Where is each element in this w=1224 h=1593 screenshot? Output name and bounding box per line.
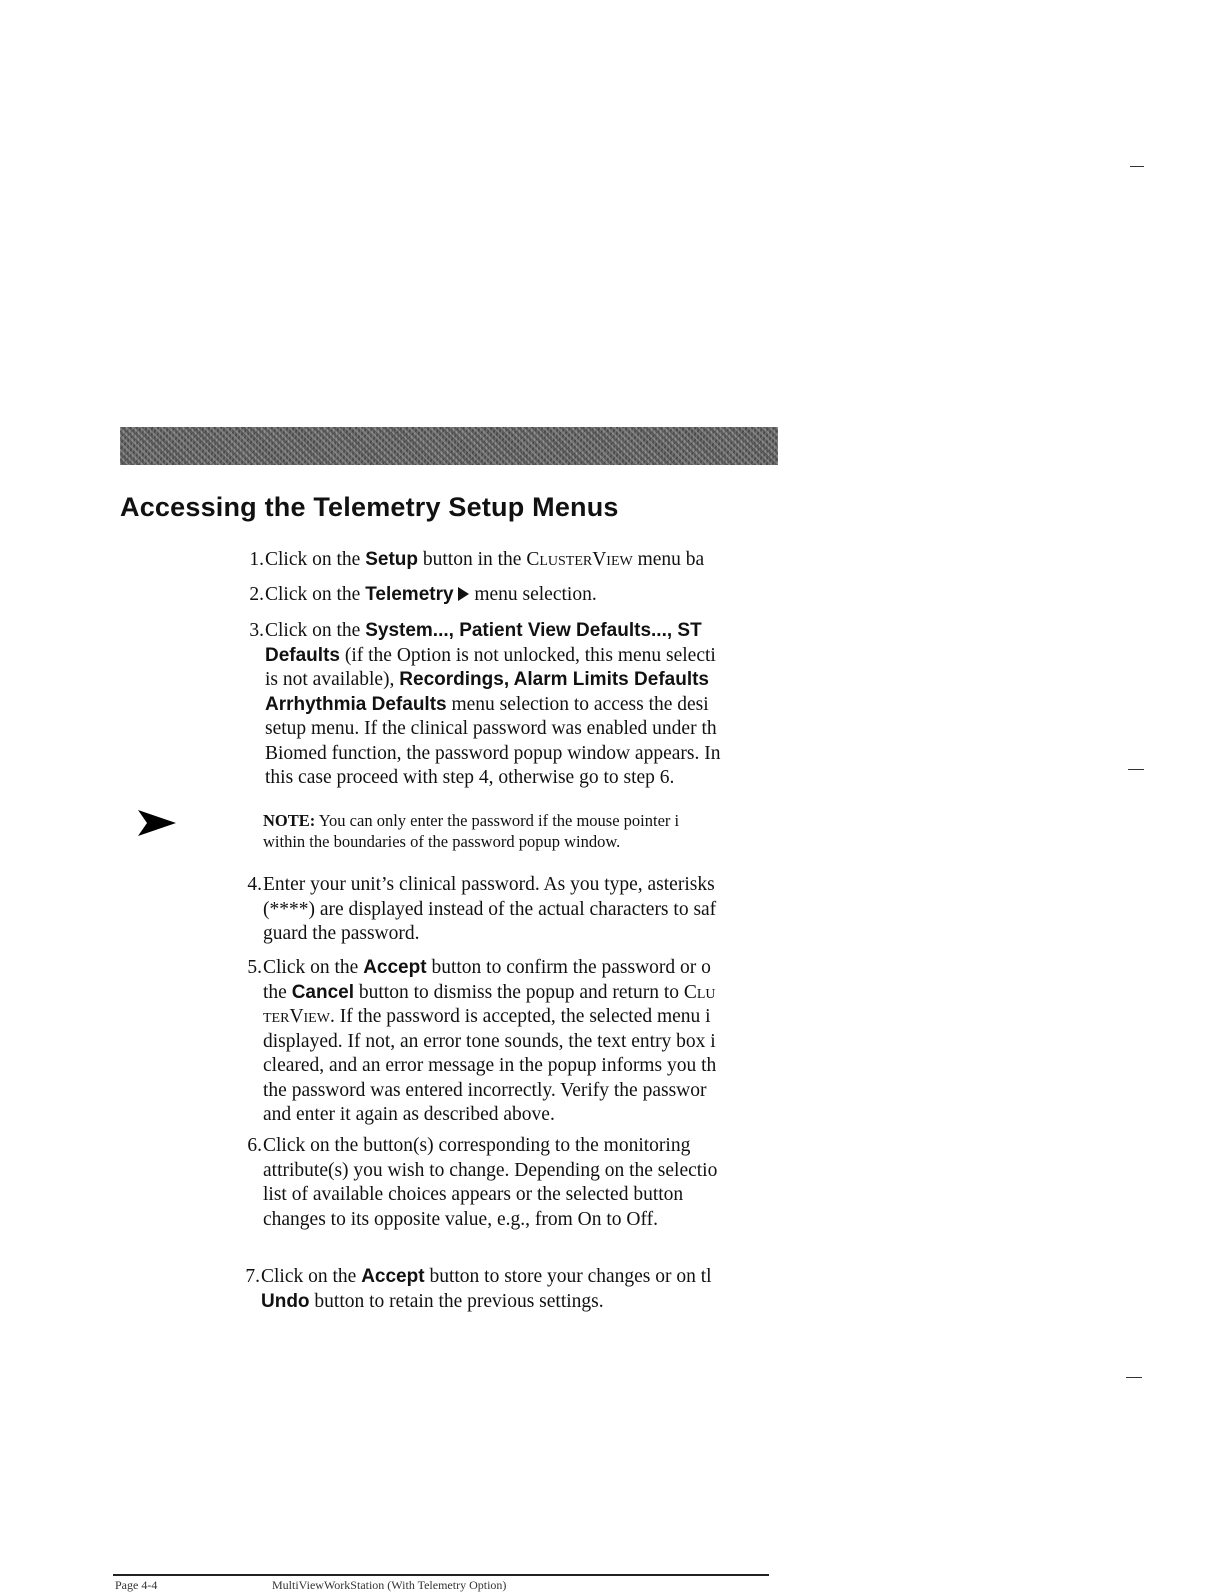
- step-text-run: button to store your changes or on tl: [424, 1266, 712, 1287]
- step-text-run: button to retain the previous settings.: [309, 1290, 604, 1312]
- step-text: [265, 619, 825, 791]
- step-text: [263, 1134, 823, 1232]
- step-text-run: cleared, and an error message in the popup informs you th: [263, 1055, 717, 1076]
- step-line: [263, 1159, 823, 1184]
- step-text-run: changes to its opposite value, e.g., from On to Off.: [263, 1208, 658, 1230]
- step-line: [265, 668, 825, 693]
- ui-term: Setup: [365, 549, 418, 570]
- ui-term: Telemetry: [365, 584, 454, 605]
- step-text-run: list of available choices appears or the selected button: [263, 1184, 684, 1205]
- step-text-run: (****) are displayed instead of the actual characters to saf: [263, 898, 717, 920]
- step-line: [261, 1290, 821, 1315]
- step-text-run: Click on the: [261, 1266, 362, 1287]
- step-line: [265, 742, 825, 767]
- step-text-run: Click on the: [265, 584, 366, 605]
- step-line: [265, 583, 825, 608]
- step-text: [261, 1265, 821, 1314]
- step-text: [263, 956, 823, 1128]
- note-block: [263, 810, 679, 852]
- step-number: 3.: [249, 620, 264, 641]
- step-text: [265, 583, 825, 608]
- step-text-run: Click on the: [265, 549, 366, 570]
- step-line: [263, 1030, 823, 1055]
- ui-term: Undo: [261, 1290, 310, 1312]
- step-text-run: displayed. If not, an error tone sounds, the text entry box i: [263, 1030, 716, 1052]
- step-line: [263, 922, 823, 947]
- step-text-run: menu selection to access the desi: [446, 693, 709, 715]
- step-line: [265, 619, 825, 644]
- step-number: 4.: [247, 874, 262, 895]
- step-text: [265, 548, 825, 573]
- note-text-2: within the boundaries of the password popup window.: [263, 832, 621, 851]
- step-text-run: guard the password.: [263, 923, 420, 944]
- step-line: [263, 898, 823, 923]
- step-line: [265, 644, 825, 669]
- margin-mark: [1126, 1377, 1142, 1378]
- step-line: [265, 717, 825, 742]
- step-line: [265, 766, 825, 791]
- section-title: Accessing the Telemetry Setup Menus: [120, 492, 619, 522]
- step-line: [261, 1265, 821, 1290]
- step-text-run: menu ba: [632, 549, 705, 570]
- step-text-run: the password was entered incorrectly. Verify the passwor: [263, 1079, 707, 1101]
- ui-term: Accept: [361, 1266, 425, 1287]
- product-name: terView: [263, 1006, 330, 1027]
- step-text-run: the: [263, 981, 292, 1003]
- note-line-1: [263, 810, 679, 831]
- step-number: 6.: [247, 1135, 262, 1156]
- step-text-run: and enter it again as described above.: [263, 1104, 555, 1125]
- step-text-run: Click on the button(s) corresponding to the monitoring: [263, 1135, 691, 1156]
- step-text-run: button to confirm the password or o: [426, 957, 711, 978]
- step-line: [263, 1208, 823, 1233]
- step-number: 1.: [249, 549, 264, 570]
- step-text: [263, 873, 823, 947]
- product-name: Clu: [683, 981, 716, 1003]
- step-text-run: (if the Option is not unlocked, this menu selecti: [339, 644, 716, 666]
- step-line: [263, 1134, 823, 1159]
- ui-term: Arrhythmia Defaults: [265, 693, 447, 715]
- step-line: [263, 1103, 823, 1128]
- ui-term: System..., Patient View Defaults..., ST: [365, 620, 702, 641]
- note-text-1: You can only enter the password if the mouse pointer i: [318, 811, 680, 830]
- footer-rule: [113, 1574, 769, 1576]
- step-text-run: Biomed function, the password popup window appears. In: [265, 742, 721, 764]
- step-line: [263, 956, 823, 981]
- step-line: [263, 873, 823, 898]
- note-arrow-icon: [138, 810, 178, 836]
- step-text-run: is not available),: [265, 669, 400, 690]
- ui-term: Cancel: [291, 981, 355, 1003]
- product-name: ClusterView: [526, 549, 633, 570]
- ui-term: Accept: [363, 957, 427, 978]
- step-number: 5.: [247, 957, 262, 978]
- step-line: [263, 1079, 823, 1104]
- step-text-run: Click on the: [263, 957, 364, 978]
- step-number: 2.: [249, 584, 264, 605]
- step-text-run: . If the password is accepted, the selected menu i: [329, 1006, 711, 1027]
- step-line: [263, 1183, 823, 1208]
- margin-mark: [1130, 166, 1144, 167]
- step-text-run: Enter your unit’s clinical password. As you type, asterisks: [263, 874, 715, 895]
- ui-term: Recordings, Alarm Limits Defaults: [399, 669, 709, 690]
- step-text-run: setup menu. If the clinical password was enabled under th: [265, 718, 717, 739]
- margin-mark: [1128, 769, 1144, 770]
- step-text-run: attribute(s) you wish to change. Depending on the selectio: [263, 1159, 718, 1181]
- step-line: [265, 548, 825, 573]
- note-label: NOTE:: [263, 811, 316, 830]
- step-line: [265, 693, 825, 718]
- step-number: 7.: [245, 1266, 260, 1287]
- step-text-run: button to dismiss the popup and return to: [354, 981, 684, 1003]
- step-line: [263, 981, 823, 1006]
- step-text-run: this case proceed with step 4, otherwise go to step 6.: [265, 767, 675, 788]
- step-line: [263, 1005, 823, 1030]
- step-text-run: menu selection.: [469, 584, 597, 605]
- submenu-arrow-icon: [458, 587, 469, 601]
- footer-page-number: Page 4-4: [115, 1578, 158, 1592]
- step-text-run: button in the: [417, 549, 527, 570]
- footer-doc-title: MultiViewWorkStation (With Telemetry Option): [272, 1578, 507, 1592]
- ui-term: Defaults: [265, 644, 340, 666]
- step-text-run: Click on the: [265, 620, 366, 641]
- step-line: [263, 1054, 823, 1079]
